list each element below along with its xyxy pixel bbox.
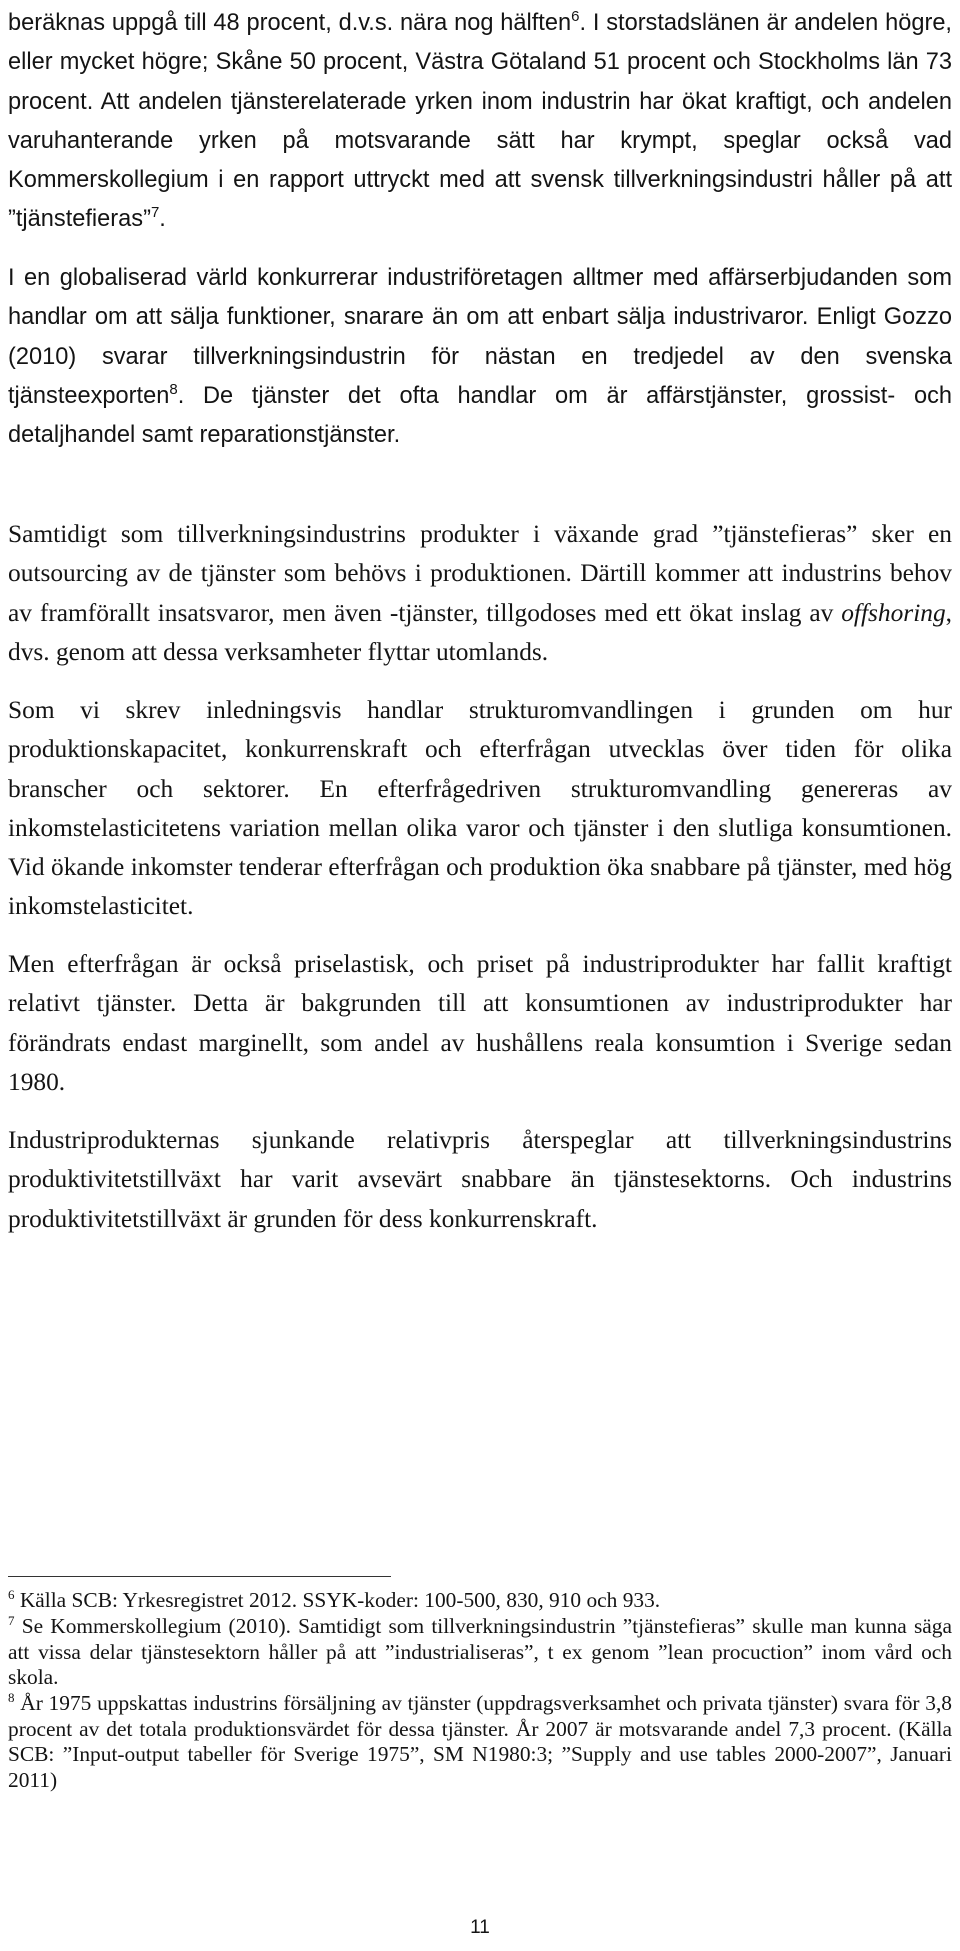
paragraph-2 [8, 259, 952, 455]
footnote-6 [8, 1588, 952, 1614]
paragraph-1-text-a: beräknas uppgå till 48 procent, d.v.s. nära nog hälften [8, 10, 572, 36]
footnote-ref-8: 8 [169, 381, 178, 399]
paragraph-3 [8, 515, 952, 672]
footnote-7 [8, 1614, 952, 1691]
paragraph-2-text-a: I en globaliserad värld konkurrerar industriföretagen alltmer med affärserbjudanden som handlar om att sälja funktioner, snarare än om att enbart sälja industrivaror. Enligt Gozzo (2010) svarar tillverkningsindustrin för nästan en tredjedel av den svenska tjänsteexporten [8, 265, 952, 409]
paragraph-2-text-b: . De tjänster det ofta handlar om är affärstjänster, grossist- och detaljhandel samt reparationstjänster. [8, 382, 952, 449]
paragraph-3-text-b: , dvs. genom att dessa verksamheter flyttar utomlands. [8, 598, 952, 666]
paragraph-6: Industriprodukternas sjunkande relativpris återspeglar att tillverkningsindustrins produktivitetstillväxt har varit avsevärt snabbare än tjänstesektorns. Och industrins produktivitetstillväxt är grunden för dess konkurrenskraft. [8, 1126, 952, 1233]
paragraph-3-italic: offshoring [841, 598, 946, 627]
footnote-ref-7: 7 [150, 204, 160, 222]
page-number: 11 [470, 1917, 490, 1938]
footnote-7-number: 7 [8, 1612, 15, 1628]
footnote-8-text: År 1975 uppskattas industrins försäljning av tjänster (uppdragsverksamhet och privata tjänster) svara för 3,8 procent av det totala produktionsvärdet för dessa tjänster. År 2007 är motsvarande andel 7,3 procent. (Källa SCB: ”Input-output tabeller för Sverige 1975”, SM N1980:3; ”Supply and use tables 2000-2007”, Januari 2011) [8, 1691, 952, 1792]
paragraph-4: Som vi skrev inledningsvis handlar strukturomvandlingen i grunden om hur produktionskapacitet, konkurrenskraft och efterfrågan utvecklas över tiden för olika branscher och sektorer. En efterfrågedriven strukturomvandling genereras av inkomstelasticitetens variation mellan olika varor och tjänster i den slutliga konsumtionen. Vid ökande inkomster tenderar efterfrågan och produktion öka snabbare på tjänster, med hög inkomstelasticitet. [8, 696, 952, 921]
footnote-8 [8, 1691, 952, 1793]
footnote-6-text: Källa SCB: Yrkesregistret 2012. SSYK-koder: 100-500, 830, 910 och 933. [19, 1588, 661, 1612]
paragraph-5: Men efterfrågan är också priselastisk, och priset på industriprodukter har fallit kraftigt relativt tjänster. Detta är bakgrunden till att konsumtionen av industriprodukter har förändrats endast marginellt, som andel av hushållens reala konsumtion i Sverige sedan 1980. [8, 950, 952, 1096]
footnote-7-text: Se Kommerskollegium (2010). Samtidigt som tillverkningsindustrin ”tjänstefieras” skulle man kunna säga att vissa delar tjänstesektorn håller på att ”industrialiseras”, t ex genom ”lean procuction” inom vård och skola. [8, 1614, 952, 1690]
footnote-6-number: 6 [8, 1586, 15, 1602]
paragraph-1 [8, 4, 952, 240]
paragraph-1-text-b: . I storstadslänen är andelen högre, eller mycket högre; Skåne 50 procent, Västra Götaland 51 procent och Stockholms län 73 procent. Att andelen tjänsterelaterade yrken inom industrin har ökat kraftigt, och andelen varuhanterande yrken på motsvarande sätt har krympt, speglar också vad Kommerskollegium i en rapport uttryckt med att svensk tillverkningsindustri håller på att ”tjänstefieras” [8, 10, 952, 233]
footnote-ref-6: 6 [571, 8, 580, 26]
paragraph-3-text-a: Samtidigt som tillverkningsindustrins produkter i växande grad ”tjänstefieras” sker en outsourcing av de tjänster som behövs i produktionen. Därtill kommer att industrins behov av framförallt insatsvaror, men även -tjänster, tillgodoses med ett ökat inslag av [8, 520, 952, 627]
footnote-separator [8, 1576, 391, 1577]
footnote-8-number: 8 [8, 1689, 15, 1705]
paragraph-1-text-c: . [159, 206, 166, 233]
